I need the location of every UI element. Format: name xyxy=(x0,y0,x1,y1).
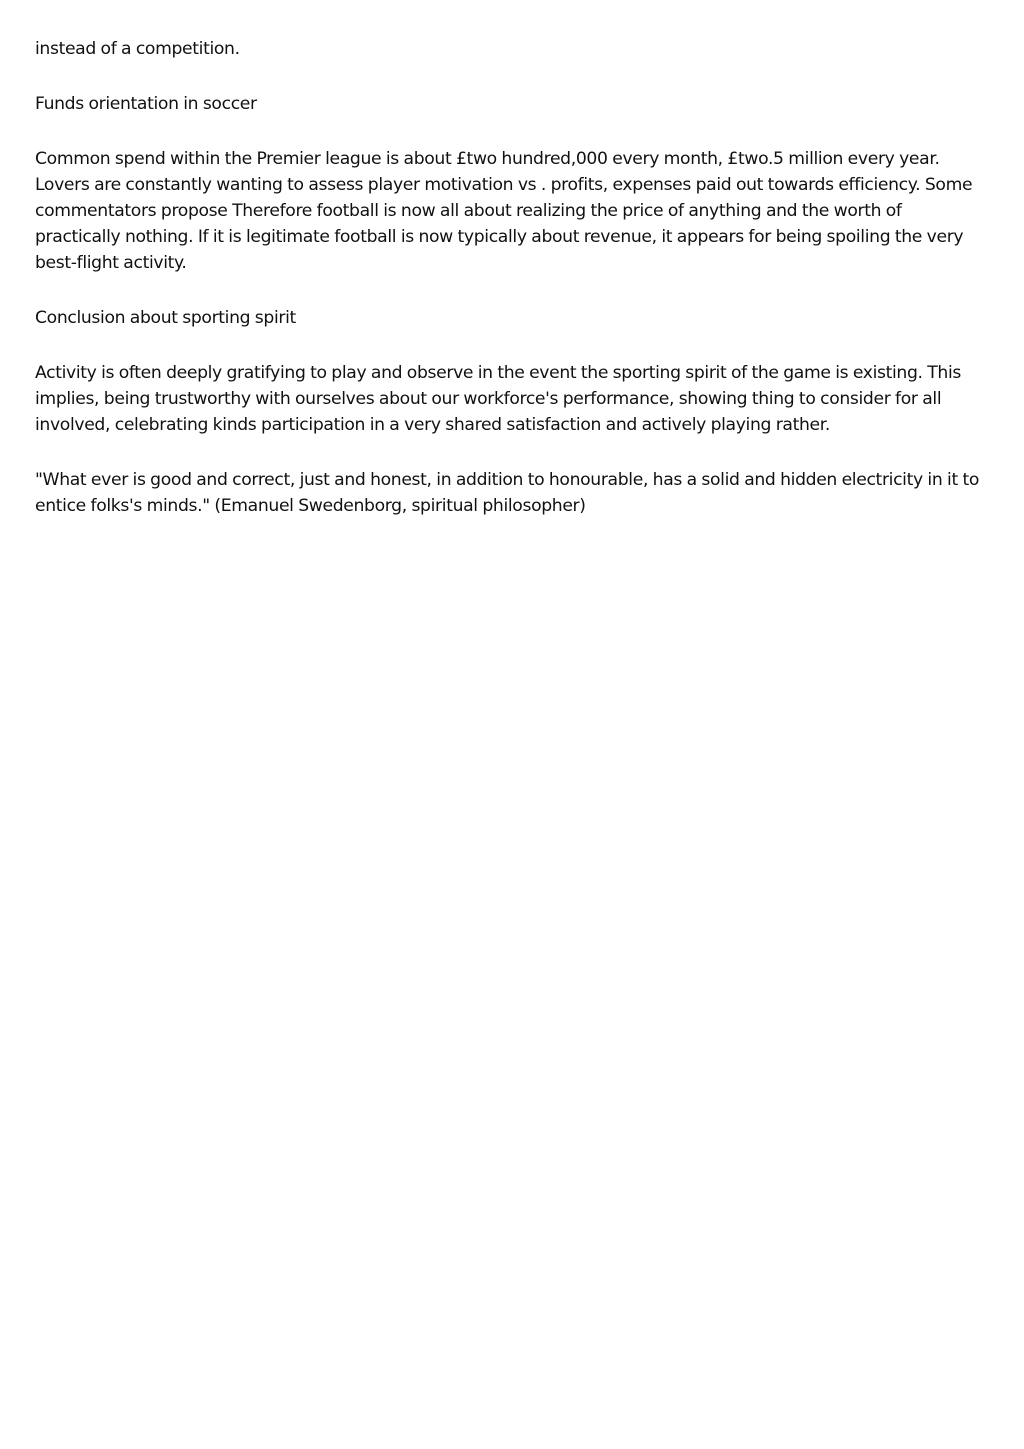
quote-swedenborg: "What ever is good and correct, just and honest, in addition to honourable, has a solid and hidden electricity in it to entice folks's minds." (Emanuel Swedenborg, spiritual philosopher) xyxy=(35,470,979,516)
document-body xyxy=(35,36,985,548)
section-heading-conclusion: Conclusion about sporting spirit xyxy=(35,308,296,328)
paragraph-premier-league-spend: Common spend within the Premier league is about £two hundred,000 every month, £two.5 million every year. Lovers are constantly wanting to assess player motivation vs . profits, expenses paid out towards efficiency. Some commentators propose Therefore football is now all about realizing the price of anything and the worth of practically nothing. If it is legitimate football is now typically about revenue, it appears for being spoiling the very best-flight activity. xyxy=(35,149,973,273)
paragraph-sporting-spirit: Activity is often deeply gratifying to play and observe in the event the sporting spirit of the game is existing. This implies, being trustworthy with ourselves about our workforce's performance, showing thing to consider for all involved, celebrating kinds participation in a very shared satisfaction and actively playing rather. xyxy=(35,363,961,435)
section-heading-funds-orientation: Funds orientation in soccer xyxy=(35,94,257,114)
paragraph-continuation: instead of a competition. xyxy=(35,39,240,59)
